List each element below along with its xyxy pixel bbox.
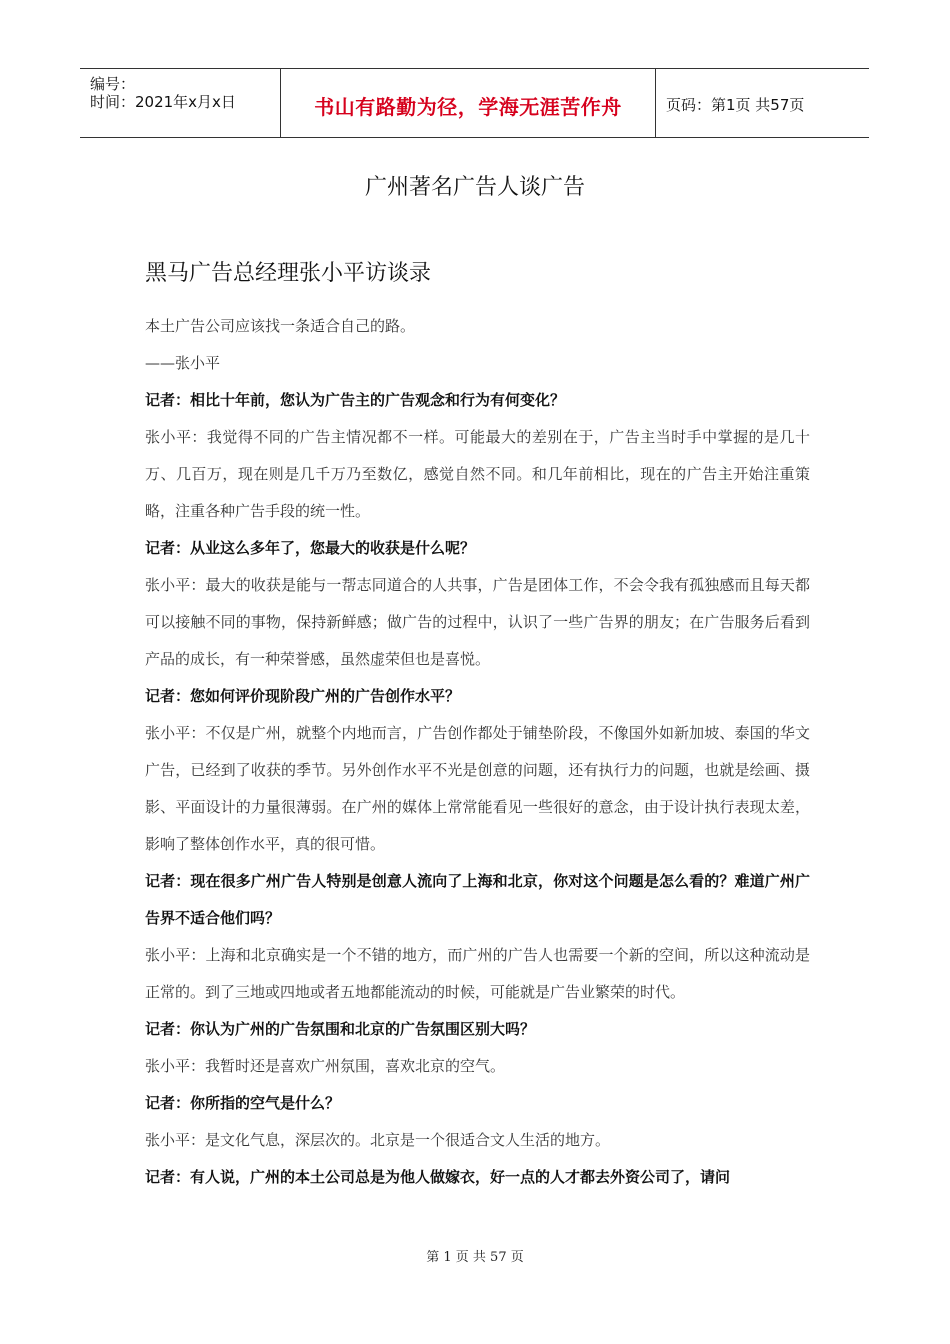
body-paragraph: 张小平：上海和北京确实是一个不错的地方，而广州的广告人也需要一个新的空间，所以这种流动是正常的。到了三地或四地或者五地都能流动的时候，可能就是广告业繁荣的时代。: [145, 946, 810, 1001]
body-paragraph: 本土广告公司应该找一条适合自己的路。: [145, 317, 416, 335]
question-paragraph: 记者：有人说，广州的本土公司总是为他人做嫁衣，好一点的人才都去外资公司了，请问: [145, 1168, 731, 1186]
body-content: [145, 308, 810, 1196]
document-title: 广州著名广告人谈广告: [364, 175, 585, 200]
page-info: 页码：第1页 共57页: [666, 96, 805, 114]
section-title: 黑马广告总经理张小平访谈录: [145, 261, 432, 286]
question-paragraph: 记者：从业这么多年了，您最大的收获是什么呢？: [145, 539, 476, 557]
body-paragraph: 张小平：最大的收获是能与一帮志同道合的人共事，广告是团体工作，不会令我有孤独感而且每天都可以接触不同的事物，保持新鲜感；做广告的过程中，认识了一些广告界的朋友；在广告服务后看到产品的成长，有一种荣誉感，虽然虚荣但也是喜悦。: [145, 576, 810, 668]
body-paragraph: 张小平：是文化气息，深层次的。北京是一个很适合文人生活的地方。: [145, 1131, 611, 1149]
body-paragraph: 张小平：我暂时还是喜欢广州氛围，喜欢北京的空气。: [145, 1057, 506, 1075]
header-page-cell: [656, 69, 869, 137]
header-table: [80, 68, 869, 138]
time-label: 时间：2021年x月x日: [90, 93, 236, 111]
header-meta-cell: [80, 69, 281, 137]
question-paragraph: 记者：你所指的空气是什么？: [145, 1094, 341, 1112]
header-motto-cell: [281, 69, 656, 137]
question-paragraph: 记者：相比十年前，您认为广告主的广告观念和行为有何变化？: [145, 391, 566, 409]
body-paragraph: ——张小平: [145, 354, 221, 372]
page-footer: 第 1 页 共 57 页: [426, 1250, 524, 1265]
body-paragraph: 张小平：我觉得不同的广告主情况都不一样。可能最大的差别在于，广告主当时手中掌握的是几十万、几百万，现在则是几千万乃至数亿，感觉自然不同。和几年前相比，现在的广告主开始注重策略，注重各种广告手段的统一性。: [145, 428, 810, 520]
question-paragraph: 记者：你认为广州的广告氛围和北京的广告氛围区别大吗？: [145, 1020, 536, 1038]
question-paragraph: 记者：现在很多广州广告人特别是创意人流向了上海和北京，你对这个问题是怎么看的？难道广州广告界不适合他们吗？: [145, 872, 810, 927]
number-label: 编号：: [90, 75, 136, 93]
question-paragraph: 记者：您如何评价现阶段广州的广告创作水平？: [145, 687, 461, 705]
body-paragraph: 张小平：不仅是广州，就整个内地而言，广告创作都处于铺垫阶段，不像国外如新加坡、泰国的华文广告，已经到了收获的季节。另外创作水平不光是创意的问题，还有执行力的问题，也就是绘画、摄影、平面设计的力量很薄弱。在广州的媒体上常常能看见一些很好的意念，由于设计执行表现太差，影响了整体创作水平，真的很可惜。: [145, 724, 810, 853]
motto: 书山有路勤为径，学海无涯苦作舟: [314, 95, 622, 119]
